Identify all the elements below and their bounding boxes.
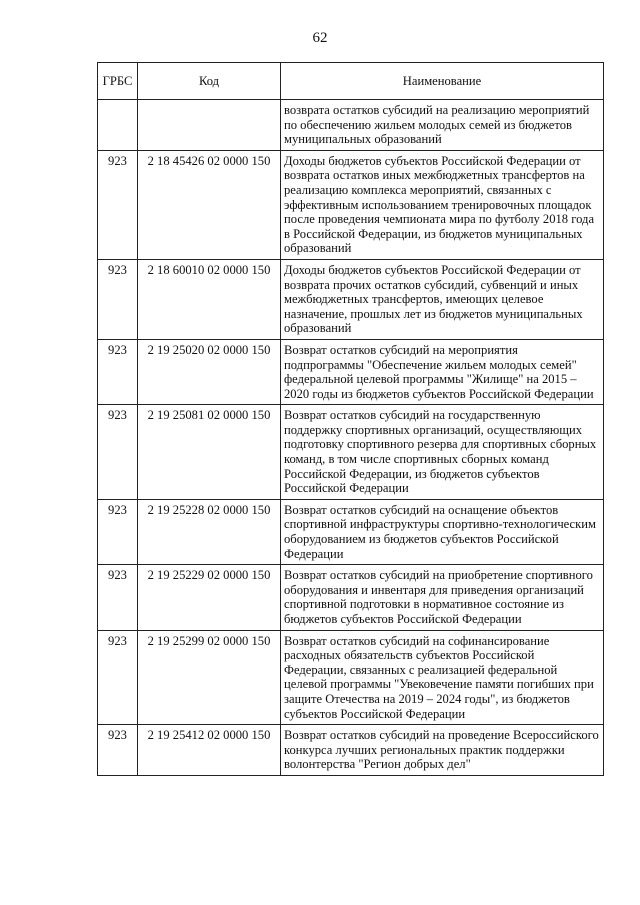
table-row	[98, 725, 604, 776]
cell-name: Доходы бюджетов субъектов Российской Федерации от возврата остатков иных межбюджетных трансфертов на реализацию комплекса мероприятий, связанных с эффективным использованием тренировочных площадок после проведения чемпионата мира по футболу 2018 года в Российской Федерации, из бюджетов муниципальных образований	[281, 150, 604, 259]
cell-code: 2 19 25228 02 0000 150	[138, 499, 281, 564]
table-row	[98, 339, 604, 404]
cell-grbs: 923	[98, 339, 138, 404]
cell-name: Возврат остатков субсидий на софинансирование расходных обязательств субъектов Российской Федерации, связанных с реализацией федеральной целевой программы "Увековечение памяти погибших при защите Отечества на 2019 – 2024 годы", из бюджетов субъектов Российской Федерации	[281, 630, 604, 725]
cell-grbs: 923	[98, 630, 138, 725]
table-row	[98, 150, 604, 259]
table-header-row	[98, 63, 604, 100]
cell-code: 2 19 25229 02 0000 150	[138, 565, 281, 630]
cell-name: Возврат остатков субсидий на государственную поддержку спортивных организаций, осуществляющих подготовку спортивного резерва для спортивных сборных команд, в том числе спортивных сборных команд Российской Федерации, из бюджетов субъектов Российской Федерации	[281, 405, 604, 500]
budget-code-table	[97, 62, 604, 776]
page-number: 62	[312, 30, 328, 46]
cell-name: Доходы бюджетов субъектов Российской Федерации от возврата прочих остатков субсидий, субвенций и иных межбюджетных трансфертов, имеющих целевое назначение, прошлых лет из бюджетов муниципальных образований	[281, 259, 604, 339]
table-row	[98, 100, 604, 151]
cell-grbs: 923	[98, 150, 138, 259]
cell-code: 2 19 25020 02 0000 150	[138, 339, 281, 404]
cell-code	[138, 100, 281, 151]
table-row	[98, 630, 604, 725]
header-grbs: ГРБС	[98, 63, 138, 100]
table-row	[98, 405, 604, 500]
header-code: Код	[138, 63, 281, 100]
cell-code: 2 19 25299 02 0000 150	[138, 630, 281, 725]
cell-grbs: 923	[98, 725, 138, 776]
cell-grbs	[98, 100, 138, 151]
cell-name: Возврат остатков субсидий на оснащение объектов спортивной инфраструктуры спортивно-технологическим оборудованием из бюджетов субъектов Российской Федерации	[281, 499, 604, 564]
cell-grbs: 923	[98, 565, 138, 630]
cell-grbs: 923	[98, 499, 138, 564]
cell-code: 2 19 25412 02 0000 150	[138, 725, 281, 776]
table-row	[98, 499, 604, 564]
cell-code: 2 18 60010 02 0000 150	[138, 259, 281, 339]
table-row	[98, 565, 604, 630]
cell-name: Возврат остатков субсидий на мероприятия подпрограммы "Обеспечение жильем молодых семей" федеральной целевой программы "Жилище" на 2015 – 2020 годы из бюджетов субъектов Российской Федерации	[281, 339, 604, 404]
cell-code: 2 18 45426 02 0000 150	[138, 150, 281, 259]
cell-grbs: 923	[98, 405, 138, 500]
cell-code: 2 19 25081 02 0000 150	[138, 405, 281, 500]
cell-grbs: 923	[98, 259, 138, 339]
cell-name: Возврат остатков субсидий на проведение Всероссийского конкурса лучших региональных практик поддержки волонтерства "Регион добрых дел"	[281, 725, 604, 776]
cell-name: Возврат остатков субсидий на приобретение спортивного оборудования и инвентаря для приведения организаций спортивной подготовки в нормативное состояние из бюджетов субъектов Российской Федерации	[281, 565, 604, 630]
header-name: Наименование	[281, 63, 604, 100]
table-row	[98, 259, 604, 339]
cell-name: возврата остатков субсидий на реализацию мероприятий по обеспечению жильем молодых семей из бюджетов муниципальных образований	[281, 100, 604, 151]
